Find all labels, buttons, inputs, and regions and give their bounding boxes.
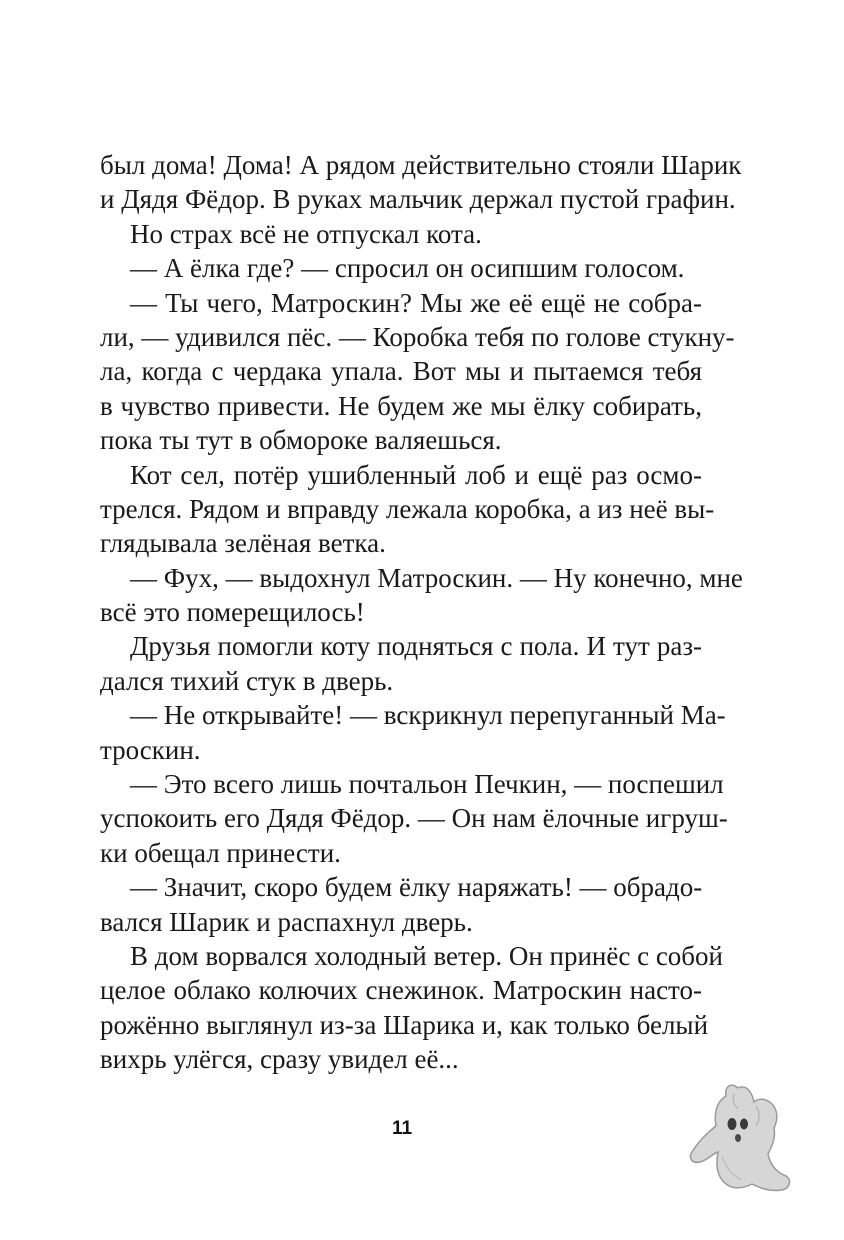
text-line: — Не открывайте! — вскрикнул перепуганный Ма- bbox=[130, 700, 726, 731]
text-line: вался Шарик и распахнул дверь. bbox=[100, 906, 473, 937]
text-line: — Ты чего, Матроскин? Мы же её ещё не собра- bbox=[130, 287, 702, 318]
text-line: — Фух, — выдохнул Матроскин. — Ну конечно, мне bbox=[130, 562, 743, 593]
page-number: 11 bbox=[391, 1118, 413, 1139]
text-line: ла, когда с чердака упала. Вот мы и пытаемся тебя bbox=[100, 356, 702, 387]
text-line: Кот сел, потёр ушибленный лоб и ещё раз осмо- bbox=[130, 459, 702, 490]
text-line: успокоить его Дядя Фёдор. — Он нам ёлочные игруш- bbox=[100, 803, 728, 834]
text-line: глядывала зелёная ветка. bbox=[100, 528, 386, 559]
text-line: — Это всего лишь почтальон Печкин, — поспешил bbox=[130, 769, 724, 800]
text-line: ли, — удивился пёс. — Коробка тебя по голове стукну- bbox=[100, 321, 735, 352]
text-line: вихрь улёгся, сразу увидел её... bbox=[100, 1044, 459, 1075]
text-line: — А ёлка где? — спросил он осипшим голосом. bbox=[130, 253, 685, 284]
text-line: рожённо выглянул из-за Шарика и, как только белый bbox=[100, 1009, 709, 1040]
text-line: был дома! Дома! А рядом действительно стояли Шарик bbox=[100, 150, 742, 180]
text-line: всё это померещилось! bbox=[100, 597, 365, 628]
text-line: Друзья помогли коту подняться с пола. И тут раз- bbox=[130, 631, 702, 662]
text-line: Но страх всё не отпускал кота. bbox=[130, 218, 482, 249]
text-line: — Значит, скоро будем ёлку наряжать! — обрадо- bbox=[130, 872, 703, 903]
body-text bbox=[100, 148, 743, 1077]
text-line: троскин. bbox=[100, 734, 201, 765]
ghost-icon bbox=[686, 1080, 794, 1196]
text-line: ки обещал принести. bbox=[100, 837, 341, 868]
text-line: дался тихий стук в дверь. bbox=[100, 665, 394, 696]
text-line: трелся. Рядом и вправду лежала коробка, а из неё вы- bbox=[100, 493, 715, 524]
text-line: и Дядя Фёдор. В руках мальчик держал пустой графин. bbox=[100, 184, 736, 215]
text-line: целое облако колючих снежинок. Матроскин насто- bbox=[100, 975, 702, 1006]
text-line: пока ты тут в обмороке валяешься. bbox=[100, 425, 502, 456]
text-line: В дом ворвался холодный ветер. Он принёс с собой bbox=[130, 940, 723, 971]
text-line: в чувство привести. Не будем же мы ёлку собирать, bbox=[100, 390, 702, 421]
